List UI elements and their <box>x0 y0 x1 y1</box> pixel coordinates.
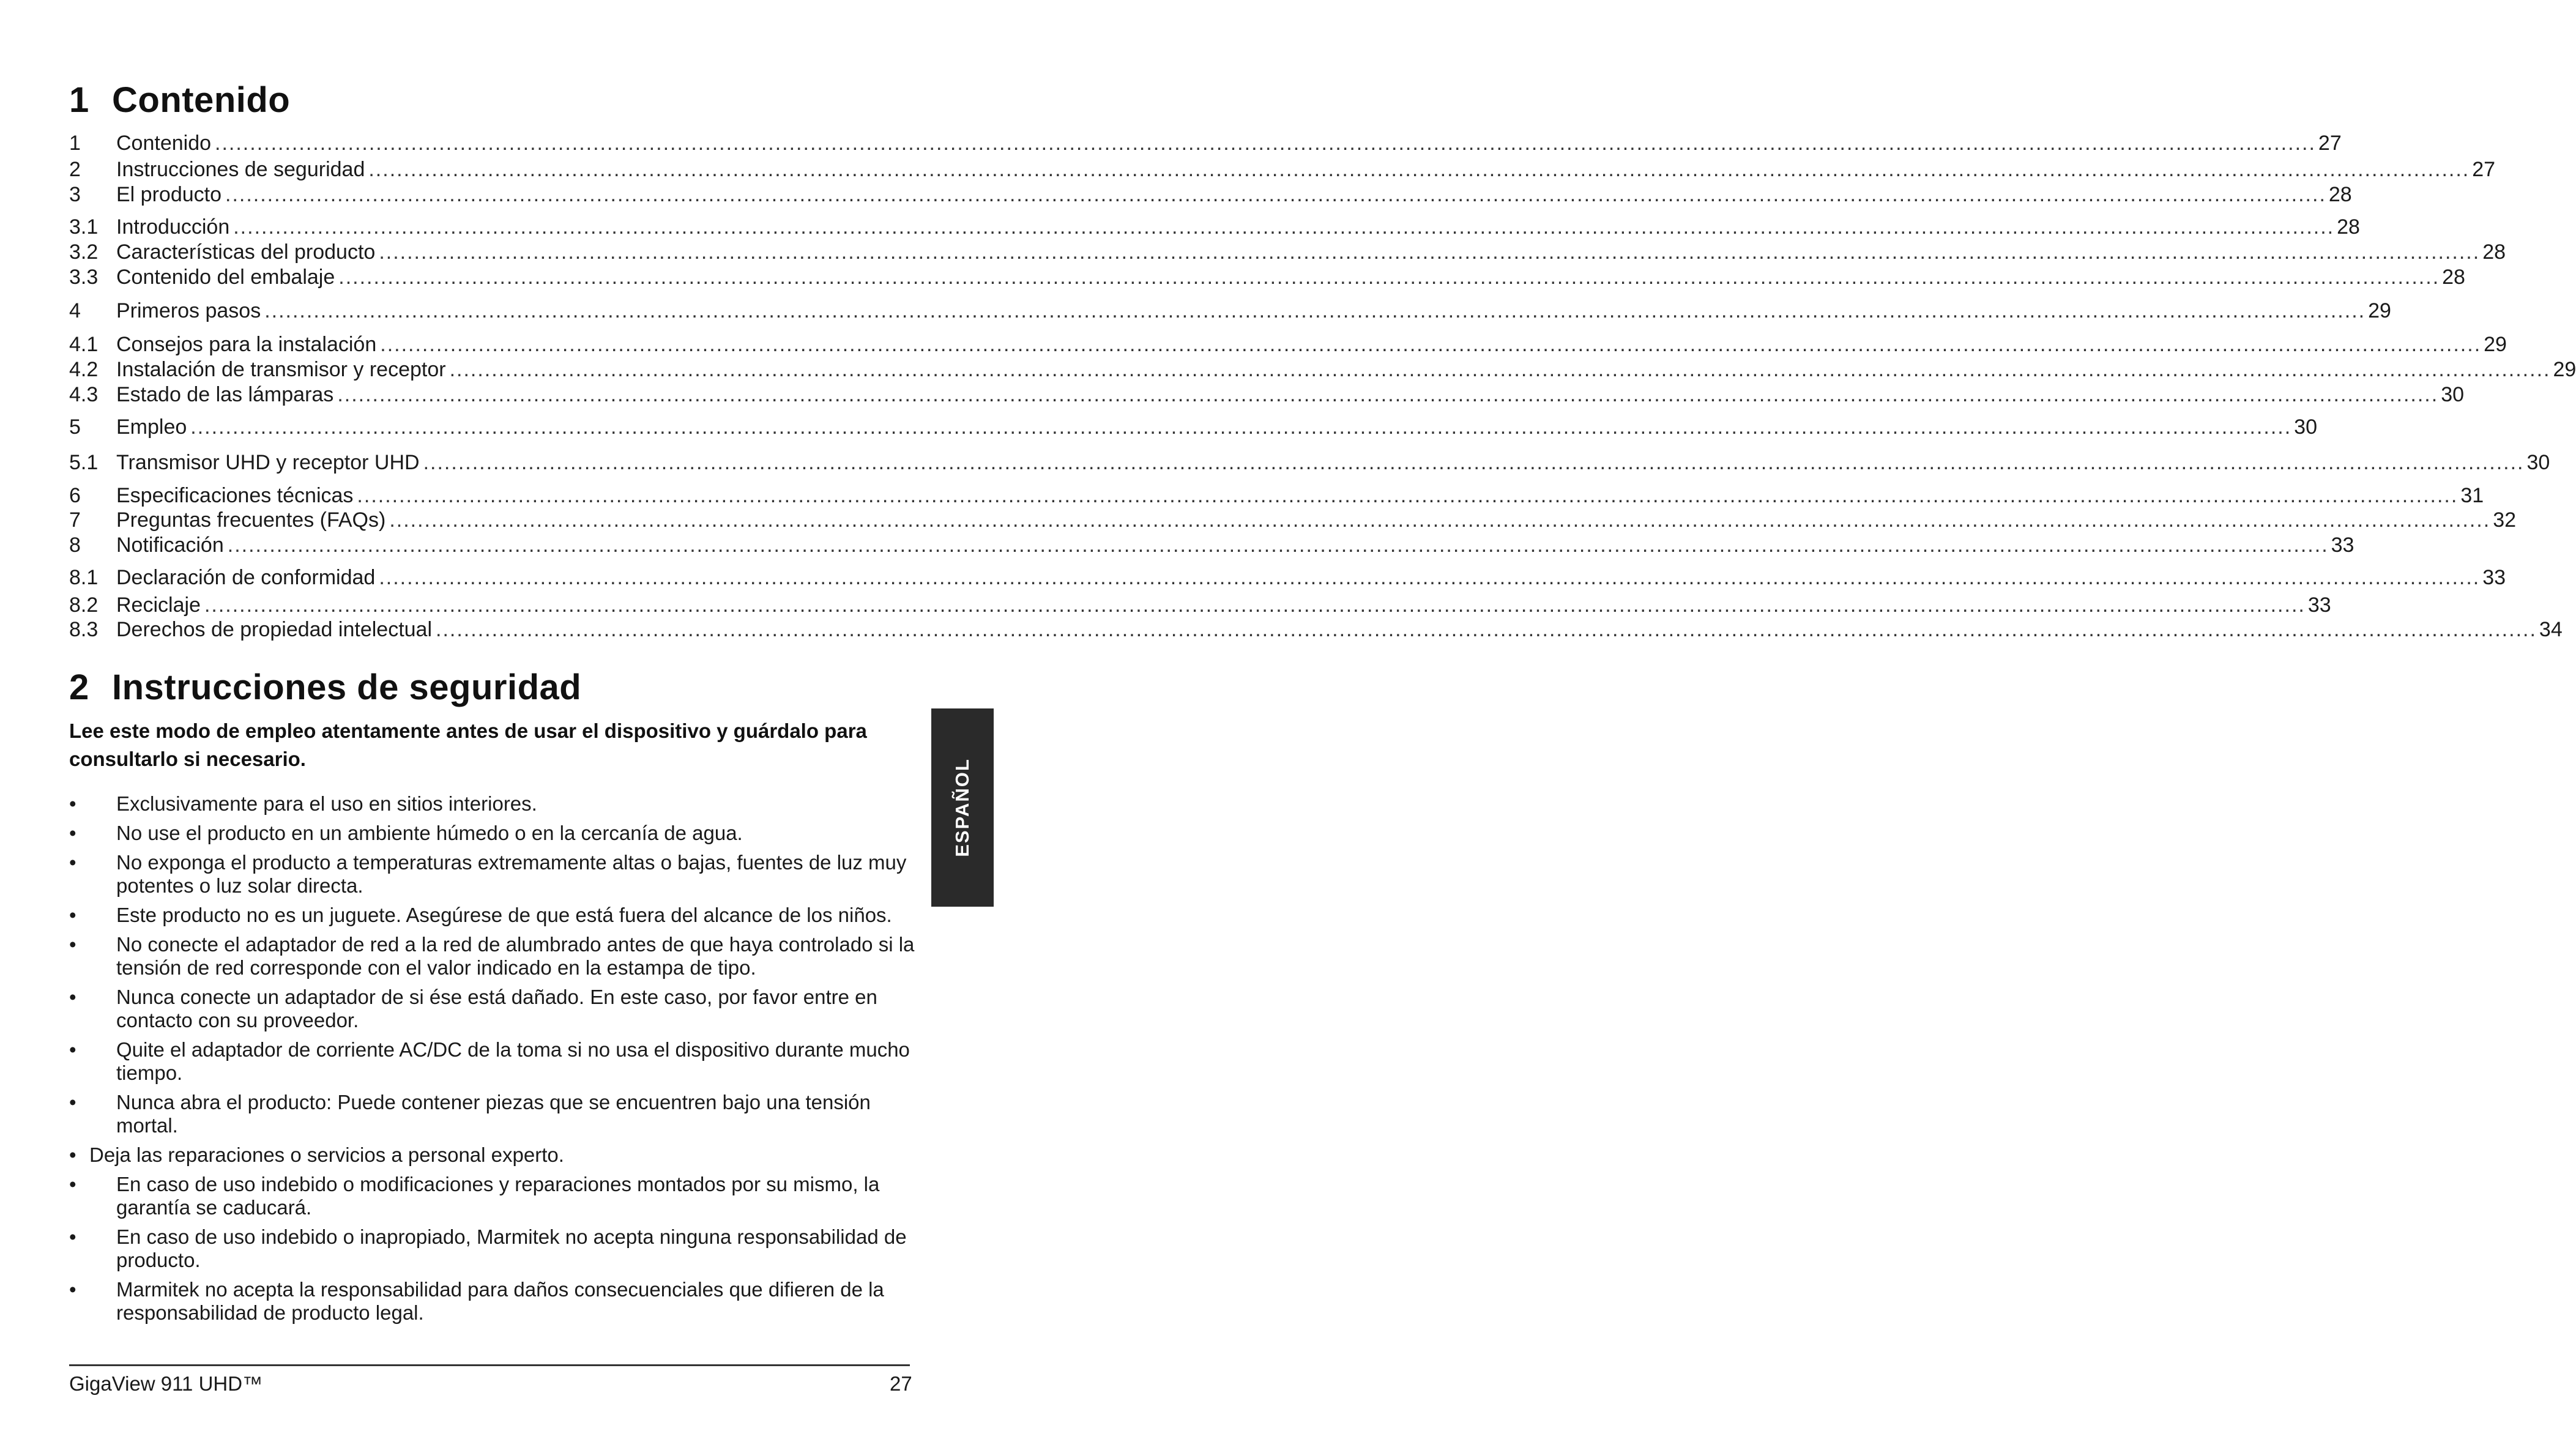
bullet-icon: • <box>69 822 76 844</box>
toc-number: 4.2 <box>69 358 99 381</box>
toc-entry[interactable] <box>69 215 2360 239</box>
language-tab-label: ESPAÑOL <box>951 758 973 857</box>
toc-entry[interactable] <box>69 617 2563 642</box>
toc-entry[interactable] <box>69 565 2506 590</box>
toc-page: 29 <box>2553 358 2576 381</box>
toc-number: 8.1 <box>69 566 99 589</box>
toc-page: 29 <box>2484 333 2507 356</box>
toc-entry[interactable] <box>69 450 2550 475</box>
toc-entry[interactable] <box>69 131 2342 155</box>
toc-leader: ............................................................................................................................................................................................................................................................................................................ <box>423 451 2525 474</box>
list-item-text: Marmitek no acepta la responsabilidad para daños consecuenciales que difieren de la responsabilidad de producto legal. <box>116 1278 884 1324</box>
toc-leader: ............................................................................................................................................................................................................................................................................................................ <box>227 533 2329 557</box>
toc-leader: ............................................................................................................................................................................................................................................................................................................ <box>337 383 2439 406</box>
list-item <box>69 1278 920 1325</box>
list-item-text: No conecte el adaptador de red a la red de alumbrado antes de que haya controlado si la tensión de red corresponde con el valor indicado en la estampa de tipo. <box>116 933 915 979</box>
toc-page: 33 <box>2482 566 2506 589</box>
list-item <box>69 1143 920 1167</box>
toc-page: 30 <box>2441 383 2465 406</box>
toc-leader: ............................................................................................................................................................................................................................................................................................................ <box>436 618 2537 641</box>
toc-page: 28 <box>2328 183 2352 206</box>
toc-number: 8.2 <box>69 593 99 617</box>
toc-leader: ............................................................................................................................................................................................................................................................................................................ <box>379 240 2481 264</box>
toc-title: Derechos de propiedad intelectual <box>116 618 433 641</box>
list-item <box>69 1038 920 1085</box>
toc-entry[interactable] <box>69 265 2465 289</box>
toc-leader: ............................................................................................................................................................................................................................................................................................................ <box>338 266 2440 289</box>
toc-title: Consejos para la instalación <box>116 333 377 356</box>
toc-entry[interactable] <box>69 240 2506 264</box>
list-item <box>69 792 920 816</box>
list-item-text: No exponga el producto a temperaturas extremamente altas o bajas, fuentes de luz muy potentes o luz solar directa. <box>116 851 907 897</box>
toc-title: Introducción <box>116 215 230 239</box>
toc-leader: ............................................................................................................................................................................................................................................................................................................ <box>357 484 2459 507</box>
toc-number: 1 <box>69 132 81 155</box>
list-item <box>69 986 920 1032</box>
bullet-icon: • <box>69 851 76 874</box>
toc-page: 33 <box>2307 593 2331 617</box>
toc-page: 29 <box>2368 299 2391 322</box>
language-tab[interactable] <box>931 708 994 907</box>
toc-number: 5.1 <box>69 451 99 474</box>
toc-number: 2 <box>69 158 81 181</box>
toc-page: 28 <box>2482 240 2506 264</box>
toc-title: Notificación <box>116 533 224 557</box>
toc-page: 31 <box>2460 484 2484 507</box>
toc-title: Transmisor UHD y receptor UHD <box>116 451 420 474</box>
toc-leader: ............................................................................................................................................................................................................................................................................................................ <box>264 299 2366 322</box>
toc-title: Instrucciones de seguridad <box>116 158 365 181</box>
toc-title: Estado de las lámparas <box>116 383 334 406</box>
toc-leader: ............................................................................................................................................................................................................................................................................................................ <box>215 132 2316 155</box>
toc-title: Empleo <box>116 415 187 439</box>
list-item-text: Este producto no es un juguete. Asegúrese de que está fuera del alcance de los niños. <box>116 904 892 926</box>
bullet-icon: • <box>69 1225 76 1248</box>
toc-page: 28 <box>2337 215 2360 239</box>
list-item <box>69 904 920 927</box>
list-item-text: Nunca conecte un adaptador de si ése está dañado. En este caso, por favor entre en contacto con su proveedor. <box>116 986 877 1031</box>
list-item <box>69 851 920 898</box>
toc-page: 28 <box>2442 266 2465 289</box>
toc-number: 8 <box>69 533 81 557</box>
bullet-icon: • <box>69 792 76 815</box>
toc-title: Contenido <box>116 132 212 155</box>
toc-leader: ............................................................................................................................................................................................................................................................................................................ <box>449 358 2551 381</box>
list-item-text: Nunca abra el producto: Puede contener piezas que se encuentren bajo una tensión mortal. <box>116 1091 871 1137</box>
list-item <box>69 1091 920 1137</box>
toc-leader: ............................................................................................................................................................................................................................................................................................................ <box>204 593 2306 617</box>
toc-entry[interactable] <box>69 357 2576 382</box>
list-item-text: No use el producto en un ambiente húmedo o en la cercanía de agua. <box>116 822 743 844</box>
toc-title: Declaración de conformidad <box>116 566 376 589</box>
list-item <box>69 1225 920 1272</box>
bullet-icon: • <box>69 1143 76 1166</box>
toc-leader: ............................................................................................................................................................................................................................................................................................................ <box>225 183 2326 206</box>
toc-number: 8.3 <box>69 618 99 641</box>
toc-page: 32 <box>2493 508 2517 532</box>
toc-entry[interactable] <box>69 382 2465 407</box>
bullet-icon: • <box>69 986 76 1008</box>
toc-page: 30 <box>2526 451 2550 474</box>
toc-entry[interactable] <box>69 533 2355 557</box>
toc-leader: ............................................................................................................................................................................................................................................................................................................ <box>190 415 2292 439</box>
list-item <box>69 822 920 845</box>
toc-leader: ............................................................................................................................................................................................................................................................................................................ <box>379 566 2481 589</box>
toc-page: 30 <box>2294 415 2317 439</box>
section-2-heading <box>69 667 581 708</box>
toc-entry[interactable] <box>69 593 2331 617</box>
toc-leader: ............................................................................................................................................................................................................................................................................................................ <box>380 333 2482 356</box>
toc-number: 4.3 <box>69 383 99 406</box>
toc-title: Reciclaje <box>116 593 201 617</box>
toc-page: 34 <box>2539 618 2563 641</box>
toc-leader: ............................................................................................................................................................................................................................................................................................................ <box>389 508 2491 532</box>
list-item <box>69 933 920 979</box>
toc-number: 6 <box>69 484 81 507</box>
toc-leader: ............................................................................................................................................................................................................................................................................................................ <box>233 215 2335 239</box>
toc-number: 4.1 <box>69 333 99 356</box>
toc-page: 27 <box>2472 158 2496 181</box>
toc-title: Preguntas frecuentes (FAQs) <box>116 508 386 532</box>
toc-entry[interactable] <box>69 182 2352 207</box>
footer-product-name: GigaView 911 UHD™ <box>69 1372 263 1395</box>
toc-title: El producto <box>116 183 221 206</box>
footer-page-number: 27 <box>890 1372 912 1395</box>
toc-leader: ............................................................................................................................................................................................................................................................................................................ <box>368 158 2470 181</box>
list-item-text: En caso de uso indebido o inapropiado, Marmitek no acepta ninguna responsabilidad de producto. <box>116 1225 907 1271</box>
toc-number: 7 <box>69 508 81 532</box>
section-1-number: 1 <box>69 80 89 120</box>
bullet-icon: • <box>69 1278 76 1301</box>
toc-number: 5 <box>69 415 81 439</box>
toc-title: Instalación de transmisor y receptor <box>116 358 446 381</box>
toc-entry[interactable] <box>69 332 2507 357</box>
section-1-heading <box>69 80 290 121</box>
safety-intro: Lee este modo de empleo atentamente antes de usar el dispositivo y guárdalo para consultarlo si necesario. <box>69 719 867 770</box>
toc-entry[interactable] <box>69 483 2484 508</box>
section-1-title: Contenido <box>112 80 291 120</box>
toc-page: 27 <box>2318 132 2342 155</box>
toc-entry[interactable] <box>69 415 2317 439</box>
toc-entry[interactable] <box>69 508 2517 532</box>
toc-title: Especificaciones técnicas <box>116 484 354 507</box>
toc-entry[interactable] <box>69 157 2496 182</box>
toc-number: 3.3 <box>69 266 99 289</box>
toc-number: 3.2 <box>69 240 99 264</box>
list-item <box>69 1173 920 1219</box>
footer-divider <box>69 1364 910 1366</box>
section-2-number: 2 <box>69 667 89 707</box>
bullet-icon: • <box>69 933 76 956</box>
list-item-text: Deja las reparaciones o servicios a personal experto. <box>89 1143 564 1166</box>
safety-list <box>69 792 920 1331</box>
toc-entry[interactable] <box>69 299 2391 323</box>
bullet-icon: • <box>69 1173 76 1195</box>
list-item-text: Exclusivamente para el uso en sitios interiores. <box>116 792 537 815</box>
list-item-text: En caso de uso indebido o modificaciones y reparaciones montados por su mismo, la garantía se caducará. <box>116 1173 880 1219</box>
bullet-icon: • <box>69 1038 76 1061</box>
toc-number: 3.1 <box>69 215 99 239</box>
section-2-title: Instrucciones de seguridad <box>112 667 582 707</box>
toc-title: Contenido del embalaje <box>116 266 335 289</box>
toc-title: Características del producto <box>116 240 376 264</box>
bullet-icon: • <box>69 904 76 926</box>
toc-number: 3 <box>69 183 81 206</box>
toc-page: 33 <box>2331 533 2355 557</box>
toc-title: Primeros pasos <box>116 299 261 322</box>
bullet-icon: • <box>69 1091 76 1113</box>
list-item-text: Quite el adaptador de corriente AC/DC de la toma si no usa el dispositivo durante mucho tiempo. <box>116 1038 910 1084</box>
toc-number: 4 <box>69 299 81 322</box>
